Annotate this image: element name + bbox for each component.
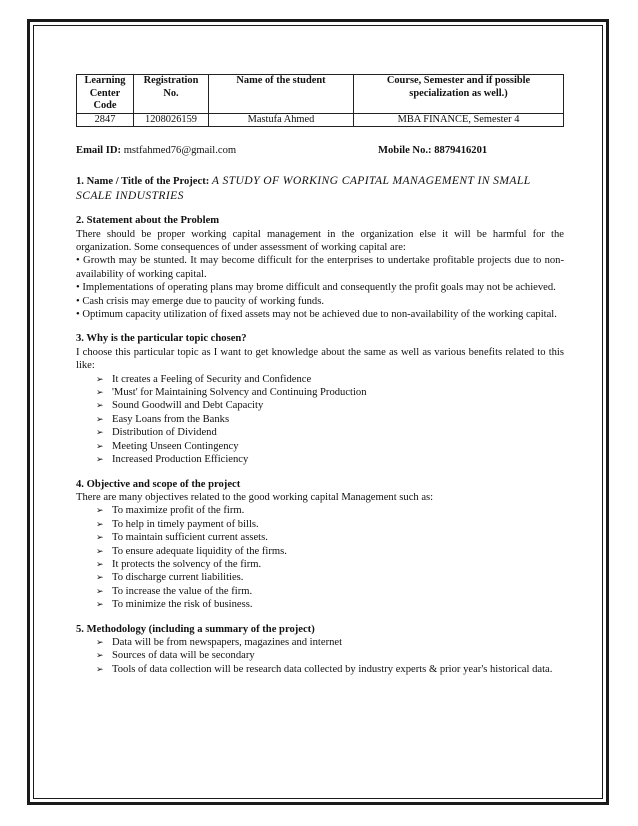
- list-item: ➢ Data will be from newspapers, magazines and internet: [96, 636, 343, 648]
- list-item: ➢ It creates a Feeling of Security and Confidence: [96, 373, 312, 385]
- arrow-bullet-icon: ➢: [96, 505, 104, 516]
- benefits-list: [76, 373, 564, 467]
- list-item: ➢ Sources of data will be secondary: [96, 650, 255, 662]
- arrow-bullet-icon: ➢: [96, 650, 104, 661]
- mobile-block: [378, 144, 487, 157]
- list-item: ➢ Easy Loans from the Banks: [96, 413, 230, 425]
- arrow-bullet-icon: ➢: [96, 572, 104, 583]
- list-item: ➢ Sound Goodwill and Debt Capacity: [96, 400, 264, 412]
- list-item: ➢ To maximize profit of the firm.: [96, 505, 245, 517]
- arrow-bullet-icon: ➢: [96, 427, 104, 438]
- header-course-semester: Course, Semester and if possible specialization as well.): [354, 75, 564, 114]
- project-title: [76, 174, 564, 203]
- header-student-name: Name of the student: [209, 75, 354, 114]
- list-item: ➢ To ensure adequate liquidity of the firms.: [96, 545, 287, 557]
- objectives-intro: There are many objectives related to the good working capital Management such as:: [76, 491, 434, 503]
- header-learning-center-code: Learning Center Code: [77, 75, 134, 114]
- methodology-list: [76, 636, 564, 676]
- arrow-bullet-icon: ➢: [96, 413, 104, 424]
- project-title-label: 1. Name / Title of the Project:: [76, 176, 210, 188]
- email-label: Email ID:: [76, 145, 122, 157]
- arrow-bullet-icon: ➢: [96, 599, 104, 610]
- arrow-bullet-icon: ➢: [96, 558, 104, 569]
- problem-paragraph: • Growth may be stunted. It may become difficult for the enterprises to undertake profitable projects due to non-availability of working capital.: [76, 255, 564, 280]
- arrow-bullet-icon: ➢: [96, 518, 104, 529]
- problem-paragraph: • Implementations of operating plans may brome difficult and consequently the profit goals may not be achieved.: [76, 282, 556, 294]
- list-item: ➢ It protects the solvency of the firm.: [96, 558, 262, 570]
- arrow-bullet-icon: ➢: [96, 387, 104, 398]
- arrow-bullet-icon: ➢: [96, 400, 104, 411]
- list-item: ➢ To discharge current liabilities.: [96, 572, 244, 584]
- topic-intro: I choose this particular topic as I want to get knowledge about the same as well as various benefits related to this like:: [76, 346, 564, 372]
- problem-paragraph: • Optimum capacity utilization of fixed assets may not be achieved due to non-availability of the working capital.: [76, 309, 557, 321]
- section-heading-topic-chosen: 3. Why is the particular topic chosen?: [76, 333, 247, 345]
- list-item: ➢ Increased Production Efficiency: [96, 454, 249, 466]
- cell-registration-no: 1208026159: [134, 113, 209, 127]
- section-heading-methodology: 5. Methodology (including a summary of the project): [76, 623, 315, 635]
- cell-center-code: 2847: [77, 113, 134, 127]
- section-heading-objectives: 4. Objective and scope of the project: [76, 478, 241, 490]
- arrow-bullet-icon: ➢: [96, 585, 104, 596]
- arrow-bullet-icon: ➢: [96, 545, 104, 556]
- mobile-label: Mobile No.:: [378, 145, 432, 157]
- list-item: ➢ Distribution of Dividend: [96, 427, 217, 439]
- table-row: [77, 113, 564, 127]
- arrow-bullet-icon: ➢: [96, 663, 104, 674]
- email-block: [76, 145, 236, 156]
- list-item: ➢ To minimize the risk of business.: [96, 599, 253, 611]
- arrow-bullet-icon: ➢: [96, 440, 104, 451]
- problem-paragraph: • Cash crisis may emerge due to paucity of working funds.: [76, 295, 325, 307]
- mobile-value: 8879416201: [434, 145, 488, 157]
- arrow-bullet-icon: ➢: [96, 532, 104, 543]
- list-item: ➢ Tools of data collection will be research data collected by industry experts & prior year's historical data.: [96, 663, 553, 675]
- contact-line: [76, 144, 564, 158]
- objectives-list: [76, 504, 564, 611]
- section-heading-problem: 2. Statement about the Problem: [76, 215, 220, 227]
- list-item: ➢ To maintain sufficient current assets.: [96, 532, 268, 544]
- email-value: mstfahmed76@gmail.com: [123, 145, 237, 157]
- arrow-bullet-icon: ➢: [96, 373, 104, 384]
- problem-paragraph: There should be proper working capital management in the organization else it will be harmful for the organization. Some consequences of under assessment of working capital are:: [76, 228, 564, 253]
- student-info-table: [76, 74, 564, 127]
- list-item: ➢ Meeting Unseen Contingency: [96, 440, 239, 452]
- header-registration-no: Registration No.: [134, 75, 209, 114]
- list-item: ➢ 'Must' for Maintaining Solvency and Continuing Production: [96, 387, 367, 399]
- cell-course: MBA FINANCE, Semester 4: [354, 113, 564, 127]
- arrow-bullet-icon: ➢: [96, 454, 104, 465]
- table-header-row: [77, 75, 564, 114]
- arrow-bullet-icon: ➢: [96, 636, 104, 647]
- project-title-value: A STUDY OF WORKING CAPITAL MANAGEMENT IN SMALL SCALE INDUSTRIES: [76, 174, 531, 202]
- list-item: ➢ To help in timely payment of bills.: [96, 518, 259, 530]
- document-body: [76, 74, 564, 676]
- cell-student-name: Mastufa Ahmed: [209, 113, 354, 127]
- list-item: ➢ To increase the value of the firm.: [96, 585, 253, 597]
